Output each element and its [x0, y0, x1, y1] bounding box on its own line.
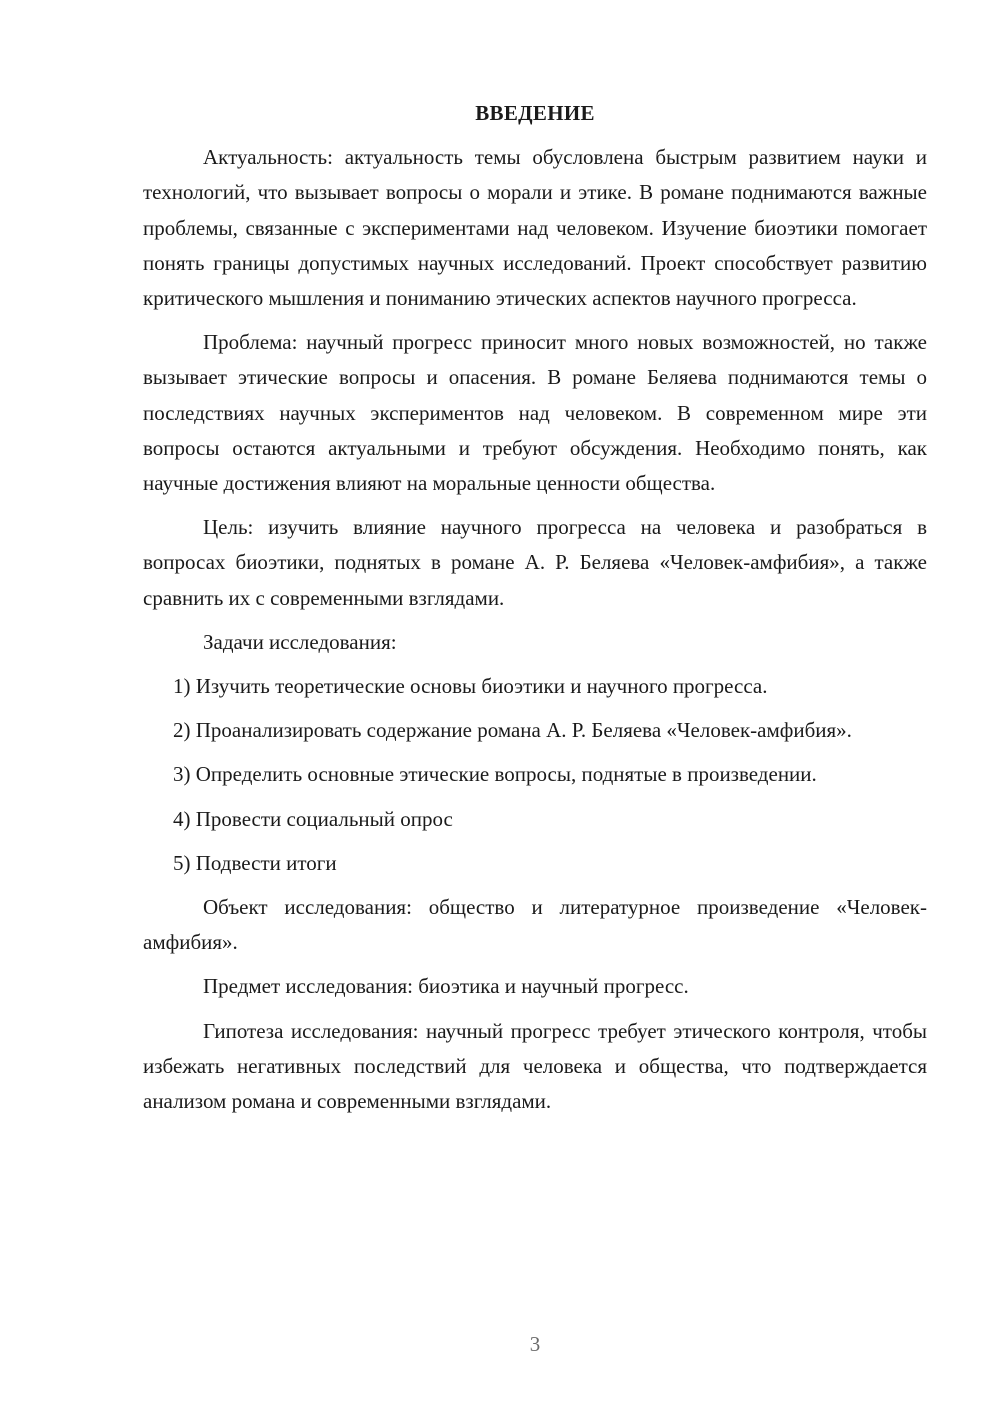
paragraph-object: Объект исследования: общество и литературное произведение «Человек-амфибия».: [143, 895, 927, 955]
page-number: 3: [529, 1332, 541, 1356]
task-item-1: 1) Изучить теоретические основы биоэтики и научного прогресса.: [173, 674, 768, 699]
task-item-5: 5) Подвести итоги: [173, 850, 337, 875]
paragraph-problem: Проблема: научный прогресс приносит много новых возможностей, но также вызывает этические вопросы и опасения. В романе Беляева поднимаются темы о последствиях научных экспериментов над человеком. В современном мире эти вопросы остаются актуальными и требуют обсуждения. Необходимо понять, как научные достижения влияют на моральные ценности общества.: [143, 330, 927, 496]
page-content: [143, 96, 927, 1128]
paragraph-relevance: Актуальность: актуальность темы обусловлена быстрым развитием науки и технологий, что вызывает вопросы о морали и этике. В романе поднимаются важные проблемы, связанные с экспериментами над человеком. Изучение биоэтики помогает понять границы допустимых научных исследований. Проект способствует развитию критического мышления и пониманию этических аспектов научного прогресса.: [143, 145, 927, 311]
section-title: ВВЕДЕНИЕ: [475, 101, 595, 125]
paragraph-subject: Предмет исследования: биоэтика и научный прогресс.: [203, 974, 689, 999]
tasks-heading: Задачи исследования:: [203, 629, 397, 654]
task-item-3: 3) Определить основные этические вопросы, поднятые в произведении.: [173, 762, 817, 787]
paragraph-hypothesis: Гипотеза исследования: научный прогресс требует этического контроля, чтобы избежать негативных последствий для человека и общества, что подтверждается анализом романа и современными взглядами.: [143, 1018, 927, 1114]
paragraph-goal: Цель: изучить влияние научного прогресса на человека и разобраться в вопросах биоэтики, поднятых в романе А. Р. Беляева «Человек-амфибия», а также сравнить их с современными взглядами.: [143, 515, 927, 610]
task-item-2: 2) Проанализировать содержание романа А. Р. Беляева «Человек-амфибия».: [173, 718, 852, 743]
task-item-4: 4) Провести социальный опрос: [173, 806, 453, 831]
